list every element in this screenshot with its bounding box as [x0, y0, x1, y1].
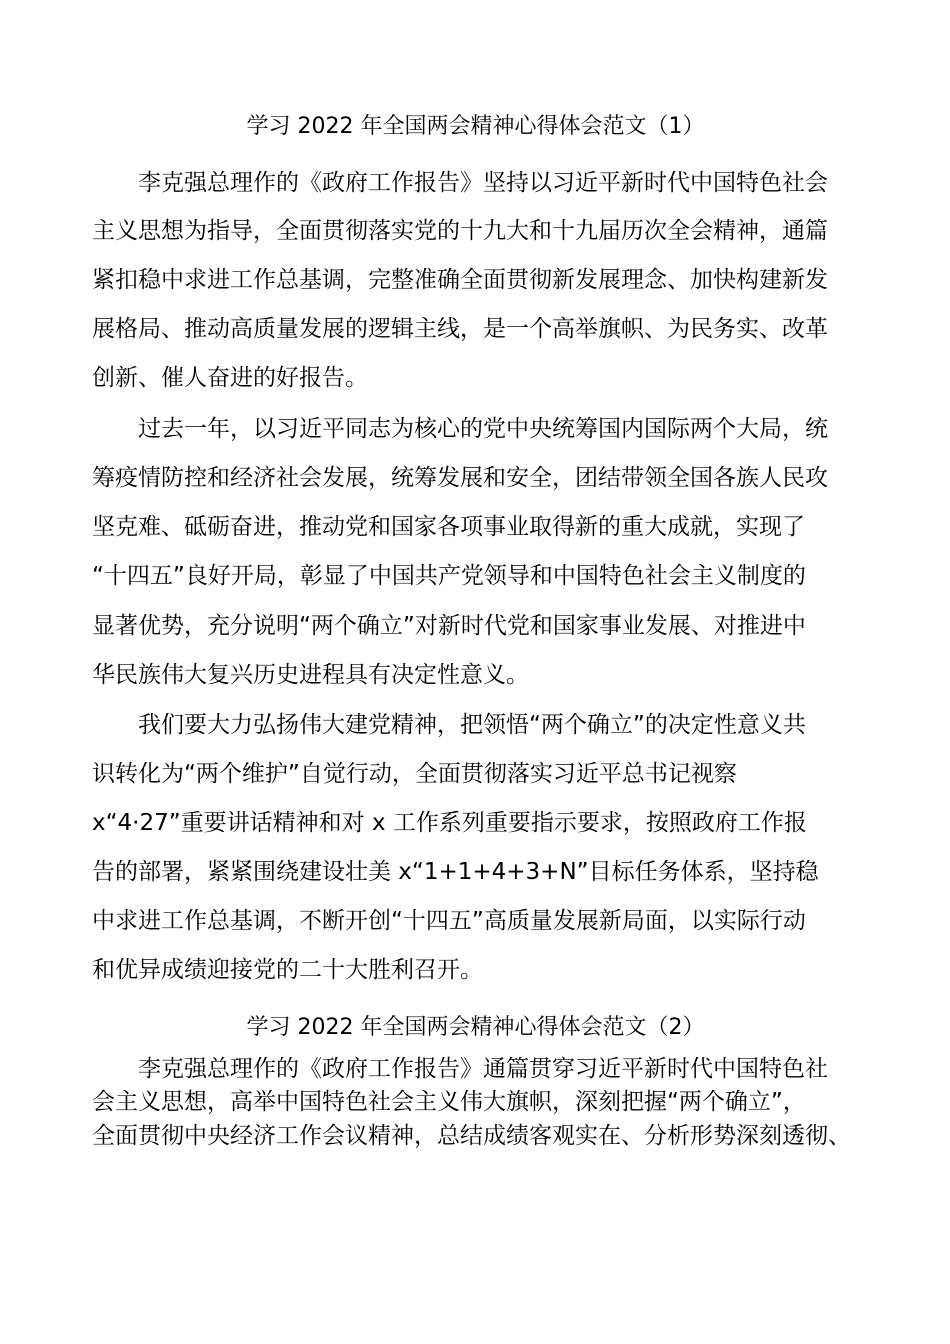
- text-line: 识转化为“两个维护”自觉行动，全面贯彻落实习近平总书记视察: [92, 761, 737, 787]
- text-line: “十四五”良好开局，彰显了中国共产党领导和中国特色社会主义制度的: [92, 563, 806, 589]
- text-line: 我们要大力弘扬伟大建党精神，把领悟“两个确立”的决定性意义共: [138, 712, 806, 738]
- text-line: 展格局、推动高质量发展的逻辑主线，是一个高举旗帜、为民务实、改革: [92, 316, 828, 342]
- text-line: 创新、催人奋进的好报告。: [92, 365, 368, 391]
- text-line: 主义思想为指导，全面贯彻落实党的十九大和十九届历次全会精神，通篇: [92, 218, 828, 244]
- text-line: 全面贯彻中央经济工作会议精神，总结成绩客观实在、分析形势深刻透彻、: [92, 1123, 851, 1149]
- text-line: 过去一年，以习近平同志为核心的党中央统筹国内国际两个大局，统: [138, 416, 828, 442]
- text-line: 坚克难、砥砺奋进，推动党和国家各项事业取得新的重大成就，实现了: [92, 514, 805, 540]
- section-1-title: 学习 2022 年全国两会精神心得体会范文（1）: [246, 114, 705, 139]
- text-line: 紧扣稳中求进工作总基调，完整准确全面贯彻新发展理念、加快构建新发: [92, 267, 828, 293]
- text-line: 李克强总理作的《政府工作报告》通篇贯穿习近平新时代中国特色社: [138, 1056, 828, 1082]
- text-line: 显著优势，充分说明“两个确立”对新时代党和国家事业发展、对推进中: [92, 613, 806, 639]
- text-line: 中求进工作总基调，不断开创“十四五”高质量发展新局面，以实际行动: [92, 908, 806, 934]
- text-line: 和优异成绩迎接党的二十大胜利召开。: [92, 957, 483, 983]
- text-line: 华民族伟大复兴历史进程具有决定性意义。: [92, 662, 529, 688]
- text-line: 会主义思想，高举中国特色社会主义伟大旗帜，深刻把握“两个确立”，: [92, 1089, 806, 1115]
- text-line: 告的部署，紧紧围绕建设壮美 x“1+1+4+3+N”目标任务体系，坚持稳: [92, 859, 819, 885]
- text-line: 李克强总理作的《政府工作报告》坚持以习近平新时代中国特色社会: [138, 170, 828, 196]
- text-line: x“4·27”重要讲话精神和对 x 工作系列重要指示要求，按照政府工作报: [92, 810, 807, 836]
- section-2-title: 学习 2022 年全国两会精神心得体会范文（2）: [246, 1015, 705, 1040]
- text-line: 筹疫情防控和经济社会发展，统筹发展和安全，团结带领全国各族人民攻: [92, 465, 828, 491]
